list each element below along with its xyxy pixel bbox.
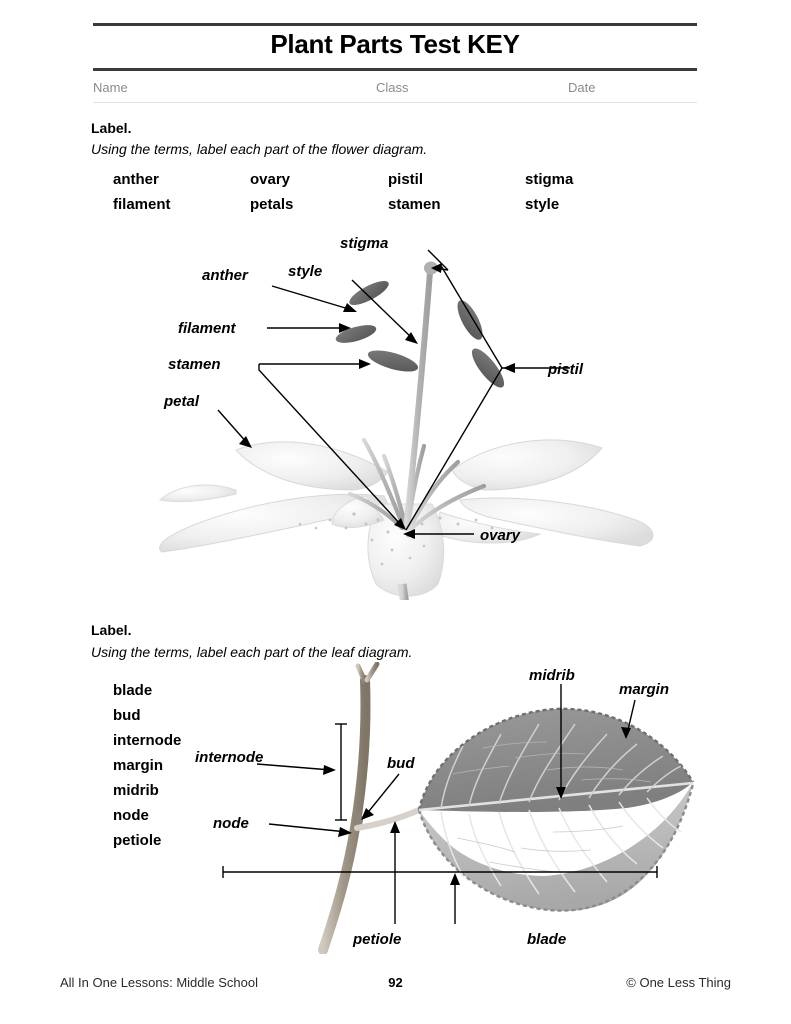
answer-midrib: midrib bbox=[529, 667, 575, 684]
section-2-label: Label. bbox=[91, 622, 132, 638]
word-bank-term: filament bbox=[113, 196, 171, 213]
answer-internode: internode bbox=[195, 749, 264, 766]
section-1-instruction: Using the terms, label each part of the flower diagram. bbox=[91, 141, 428, 157]
word-bank-term: bud bbox=[113, 707, 141, 724]
section-2-instruction: Using the terms, label each part of the leaf diagram. bbox=[91, 644, 413, 660]
answer-node: node bbox=[213, 815, 249, 832]
answer-anther: anther bbox=[202, 267, 248, 284]
date-field-label: Date bbox=[568, 80, 596, 95]
word-bank-term: internode bbox=[113, 732, 182, 749]
word-bank-term: style bbox=[525, 196, 560, 213]
word-bank-term: anther bbox=[113, 171, 159, 188]
leader-filament bbox=[267, 323, 351, 333]
leaf-word-bank bbox=[113, 682, 181, 849]
leader-petal bbox=[218, 410, 252, 448]
answer-ovary: ovary bbox=[480, 527, 521, 544]
leaf-diagram bbox=[195, 662, 735, 954]
student-meta-row bbox=[93, 80, 697, 103]
page-title: Plant Parts Test KEY bbox=[270, 29, 520, 59]
word-bank-term: pistil bbox=[388, 171, 424, 188]
answer-filament: filament bbox=[178, 320, 236, 337]
answer-bud: bud bbox=[387, 755, 415, 772]
answer-petiole: petiole bbox=[353, 931, 402, 948]
leaf-twig bbox=[323, 664, 377, 950]
answer-stigma: stigma bbox=[340, 235, 389, 252]
leader-internode bbox=[257, 724, 347, 820]
leaf-blade bbox=[419, 709, 693, 911]
answer-stamen: stamen bbox=[168, 356, 221, 373]
flower-diagram bbox=[140, 228, 660, 600]
page-footer bbox=[60, 975, 731, 993]
word-bank-term: blade bbox=[113, 682, 153, 699]
leader-anther bbox=[272, 286, 357, 312]
word-bank-term: petiole bbox=[113, 832, 162, 849]
footer-page-number: 92 bbox=[388, 975, 403, 990]
header-rule-top bbox=[93, 23, 697, 26]
word-bank-term: stamen bbox=[388, 196, 441, 213]
answer-pistil: pistil bbox=[548, 361, 584, 378]
answer-petal: petal bbox=[164, 393, 200, 410]
word-bank-term: ovary bbox=[250, 171, 291, 188]
footer-source: All In One Lessons: Middle School bbox=[60, 975, 258, 990]
footer-copyright: © One Less Thing bbox=[626, 975, 731, 990]
flower-word-bank bbox=[113, 171, 645, 221]
word-bank-term: midrib bbox=[113, 782, 159, 799]
word-bank-term: node bbox=[113, 807, 149, 824]
leader-node bbox=[269, 824, 352, 837]
header-rule-bottom bbox=[93, 68, 697, 71]
answer-style: style bbox=[288, 263, 323, 280]
name-field-label: Name bbox=[93, 80, 128, 95]
answer-margin: margin bbox=[619, 681, 670, 698]
word-bank-term: margin bbox=[113, 757, 164, 774]
section-1-label: Label. bbox=[91, 120, 132, 136]
word-bank-term: stigma bbox=[525, 171, 574, 188]
leader-bud bbox=[361, 774, 399, 820]
class-field-label: Class bbox=[376, 80, 409, 95]
word-bank-term: petals bbox=[250, 196, 294, 213]
answer-blade: blade bbox=[527, 931, 567, 948]
